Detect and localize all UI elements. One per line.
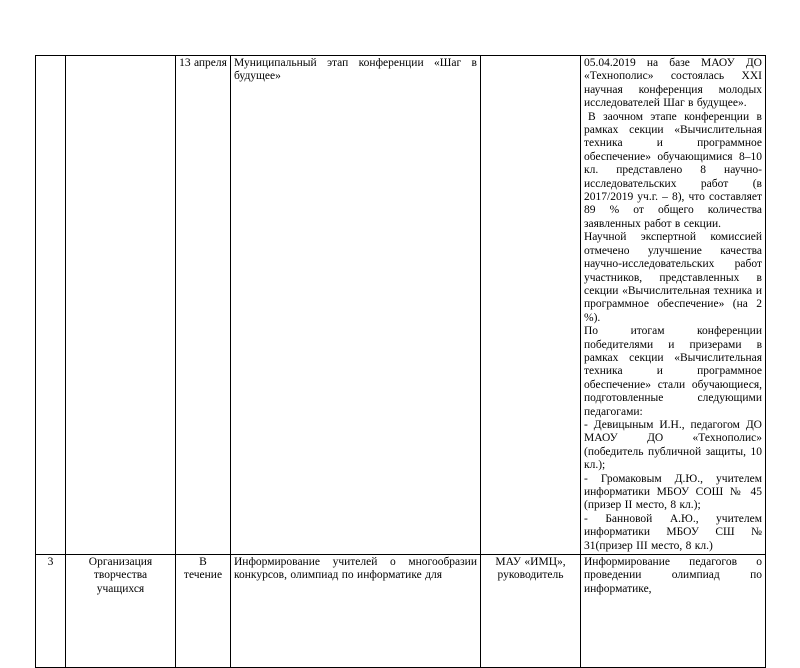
- cell-date: 13 апреля: [176, 56, 231, 555]
- cell-event: Муниципальный этап конференции «Шаг в будущее»: [231, 56, 481, 555]
- result-paragraph: Научной экспертной комиссией отмечено улучшение качества научно-исследовательских работ участников, представленных в секции «Вычислительная техника и программное обеспечение» (на 2 %).: [584, 231, 762, 324]
- cell-date: В течение: [176, 555, 231, 668]
- result-paragraph: - Девицыным И.Н., педагогом ДО МАОУ ДО «Технополис» (победитель публичной защиты, 10 кл.);: [584, 418, 762, 472]
- result-paragraph: - Громаковым Д.Ю., учителем информатики МБОУ СОШ № 45 (призер II место, 8 кл.);: [584, 472, 762, 512]
- plan-results-table: [35, 55, 766, 668]
- result-paragraph: - Банновой А.Ю., учителем информатики МБОУ СШ № 31(призер III место, 8 кл.): [584, 512, 762, 552]
- table-row-conference: [36, 56, 766, 555]
- cell-responsible-empty: [481, 56, 581, 555]
- cell-direction-empty: [66, 56, 176, 555]
- cell-direction: Организация творчества учащихся: [66, 555, 176, 668]
- cell-number: 3: [36, 555, 66, 668]
- cell-event: Информирование учителей о многообразии конкурсов, олимпиад по информатике для: [231, 555, 481, 668]
- cell-result: Информирование педагогов о проведении олимпиад по информатике,: [581, 555, 766, 668]
- result-paragraph: 05.04.2019 на базе МАОУ ДО «Технополис» состоялась XXI научная конференция молодых исследователей Шаг в будущее».: [584, 57, 762, 110]
- result-paragraph: В заочном этапе конференции в рамках секции «Вычислительная техника и программное обеспечение» обучающимися 8–10 кл. представлено 8 научно-исследовательских работ (в 2017/2019 уч.г. – 8), что составляет 89 % от общего количества заявленных работ в секции.: [584, 110, 762, 230]
- table-row-3: [36, 555, 766, 668]
- cell-responsible: МАУ «ИМЦ», руководитель: [481, 555, 581, 668]
- cell-number-empty: [36, 56, 66, 555]
- cell-result: [581, 56, 766, 555]
- result-paragraph: По итогам конференции победителями и призерами в рамках секции «Вычислительная техника и программное обеспечение» стали обучающиеся, подготовленные следующими педагогами:: [584, 325, 762, 418]
